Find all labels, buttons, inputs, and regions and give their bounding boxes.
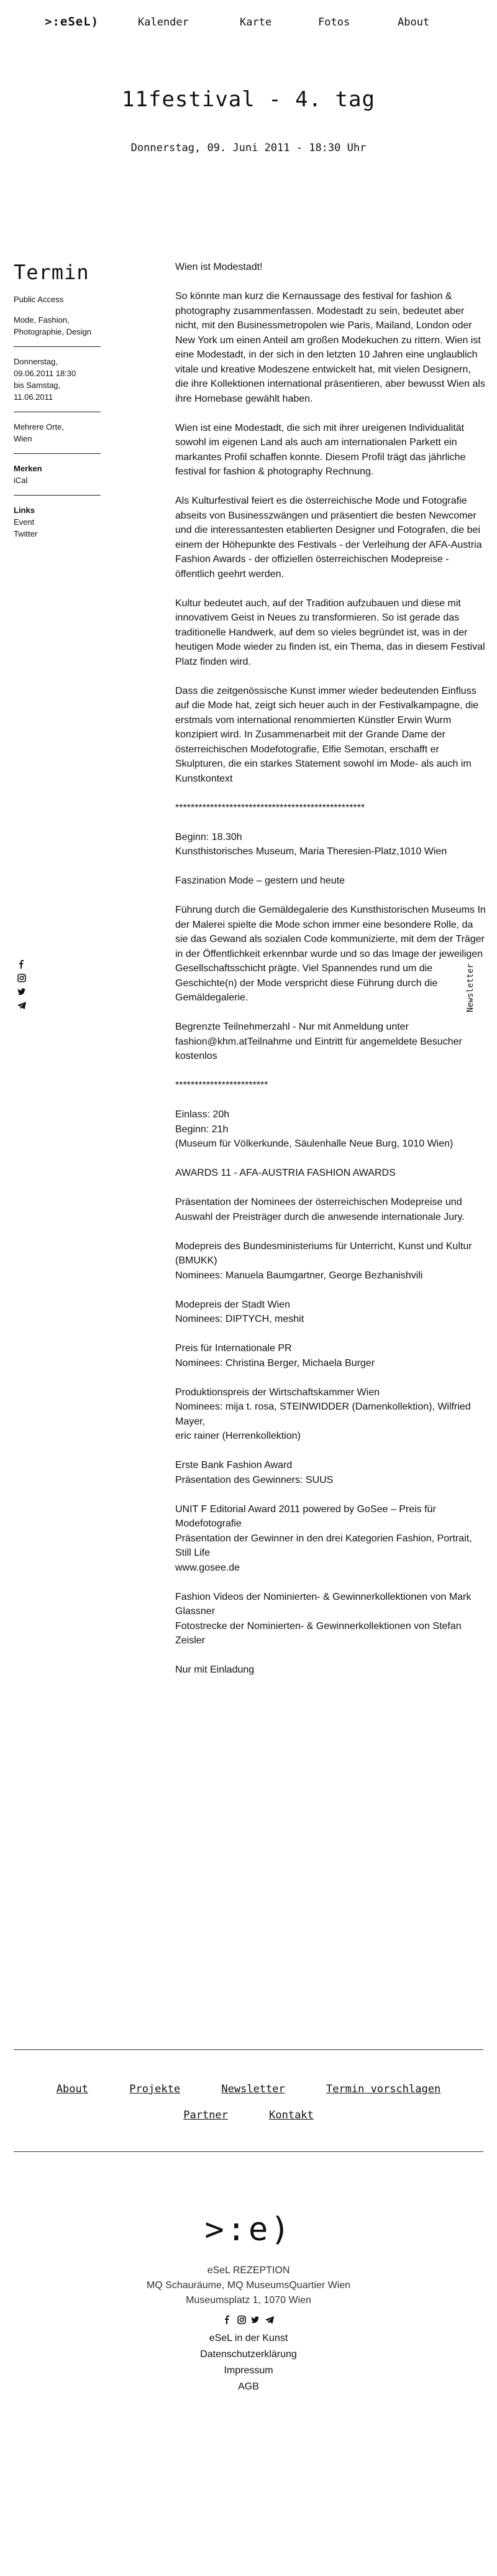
- telegram-icon[interactable]: [17, 1001, 26, 1010]
- article-paragraph: Begrenzte Teilnehmerzahl - Nur mit Anmeldung unter fashion@khm.atTeilnahme und Eintritt für angemeldete Besucher kostenlos: [175, 1022, 462, 1061]
- nav-item-kalender[interactable]: Kalender: [138, 16, 189, 29]
- article-paragraph: UNIT F Editorial Award 2011 powered by GoSee – Preis für Modefotografie Präsentation der Gewinner in den drei Kategorien Fashion, Portrait, Still Life www.gosee.de: [175, 1503, 472, 1573]
- address-line: MQ Schauräume, MQ MuseumsQuartier Wien: [146, 2280, 351, 2291]
- footer-link-esel-in-der-kunst[interactable]: eSeL in der Kunst: [209, 2333, 288, 2343]
- sidebar-divider: [14, 346, 101, 347]
- sidebar-divider: [14, 453, 101, 454]
- article-paragraph: Faszination Mode – gestern und heute: [175, 875, 345, 886]
- article-paragraph: Produktionspreis der Wirtschaftskammer Wien Nominees: mija t. rosa, STEINWIDDER (Damenkollektion), Wilfried Mayer, eric rainer (Herrenkollektion): [175, 1387, 471, 1441]
- footer-logo[interactable]: >:e): [204, 2211, 293, 2248]
- footer-link-about[interactable]: About: [56, 2083, 88, 2095]
- event-location: [14, 421, 107, 453]
- location-line: Mehrere Orte,: [14, 422, 64, 432]
- article-paragraph: Modepreis der Stadt Wien Nominees: DIPTYCH, meshit: [175, 1299, 304, 1324]
- twitter-icon[interactable]: [17, 987, 26, 996]
- instagram-icon[interactable]: [17, 974, 26, 982]
- footer-link-newsletter[interactable]: Newsletter: [221, 2083, 285, 2095]
- article-paragraph: Wien ist eine Modestadt, die sich mit ihrer ureigenen Individualität sowohl im eigenen Land als auch am internationalen Parkett ein markantes Profil schaffen konnte. Diesem Profil trägt das jährliche festival for fashion & photography Rechnung.: [175, 422, 466, 477]
- footer-divider: [14, 2049, 483, 2050]
- article-paragraph: Kultur bedeutet auch, auf der Tradition aufzubauen und diese mit innovativem Geist in Neues zu transformieren. So ist gerade das traditionelle Handwerk, auf dem so vieles begründet ist, was in der heutigen Mode wieder zu finden ist, ein Thema, das in diesem Festival Platz finden wird.: [175, 598, 485, 667]
- address-line: eSeL REZEPTION: [207, 2265, 290, 2276]
- article-paragraph: Modepreis des Bundesministeriums für Unterricht, Kunst und Kultur (BMUKK) Nominees: Manuela Baumgartner, George Bezhanishvili: [175, 1240, 472, 1281]
- event-link[interactable]: Event: [14, 517, 35, 527]
- sidebar-divider: [14, 495, 101, 496]
- footer-link-kontakt[interactable]: Kontakt: [269, 2109, 314, 2121]
- footer-address: [0, 2263, 497, 2308]
- category-list: Mode, Fashion, Photographie, Design: [14, 315, 92, 336]
- footer-link-agb[interactable]: AGB: [238, 2381, 259, 2392]
- newsletter-side-tab[interactable]: Newsletter: [466, 963, 475, 1012]
- footer-legal-links: [0, 2330, 497, 2395]
- footer-divider: [14, 2151, 483, 2152]
- date-line: bis Samstag,: [14, 381, 61, 390]
- article-paragraph: Führung durch die Gemäldegalerie des Kunsthistorischen Museums In der Malerei spielte die Mode schon immer eine besondere Rolle, da sie das Gewand als sozialen Code kommunizierte, mit dem der Träger in der Öffentlichkeit erkennbar wurde und so das Image der jeweiligen Gesellschaftsschicht prägte. Viel Spannendes rund um die Geschichte(n) der Mode verspricht diese Führung durch die Gemäldegalerie.: [175, 905, 486, 1003]
- location-line: Wien: [14, 434, 32, 443]
- article-paragraph: Präsentation der Nominees der österreichischen Modepreise und Auswahl der Preisträger durch die anwesende internationale Jury.: [175, 1197, 465, 1222]
- category-tags: [14, 314, 107, 346]
- article-paragraph: Einlass: 20h Beginn: 21h (Museum für Völkerkunde, Säulenhalle Neue Burg, 1010 Wien): [175, 1109, 454, 1149]
- top-navigation: [0, 0, 497, 46]
- access-label: Public Access: [14, 295, 64, 304]
- footer-link-termin-vorschlagen[interactable]: Termin vorschlagen: [326, 2083, 441, 2095]
- footer-link-impressum[interactable]: Impressum: [224, 2365, 273, 2376]
- date-line: 11.06.2011: [14, 392, 53, 402]
- article-paragraph: Fashion Videos der Nominierten- & Gewinnerkollektionen von Mark Glassner Fotostrecke der Nominierten- & Gewinnerkollektionen von Stefan Zeisler: [175, 1591, 472, 1646]
- nav-item-fotos[interactable]: Fotos: [318, 16, 350, 29]
- article-paragraph: Nur mit Einladung: [175, 1664, 255, 1675]
- nav-item-about[interactable]: About: [398, 16, 430, 29]
- article-paragraph: AWARDS 11 - AFA-AUSTRIA FASHION AWARDS: [175, 1168, 396, 1178]
- date-line: Donnerstag,: [14, 357, 58, 366]
- access-type: [14, 293, 107, 314]
- merken-title: Merken: [14, 464, 42, 473]
- site-logo[interactable]: >:eSeL): [45, 15, 99, 29]
- links-section: [14, 504, 107, 548]
- article-paragraph: Preis für Internationale PR Nominees: Christina Berger, Michaela Burger: [175, 1343, 375, 1369]
- telegram-icon[interactable]: [265, 2315, 274, 2324]
- article-paragraph: So könnte man kurz die Kernaussage des festival for fashion & photography zusammenfassen. Modestadt zu sein, bedeutet aber nicht, mit den Businessmetropolen wie Paris, Mailand, London oder New York um einen Anteil am großen Modekuchen zu rittern. Wien ist eine Modestadt, in der sich in den letzten 10 Jahren eine unglaublich vitale und kreative Modeszene entwickelt hat, mit vielen Designern, die ihre Kollektionen international präsentieren, aber bewusst Wien als ihre Homebase gewählt haben.: [175, 291, 485, 404]
- footer-link-partner[interactable]: Partner: [183, 2109, 228, 2121]
- footer-link-projekte[interactable]: Projekte: [129, 2083, 181, 2095]
- social-share-column: [17, 960, 26, 1015]
- merken-section: [14, 463, 107, 495]
- address-line: Museumsplatz 1, 1070 Wien: [186, 2295, 311, 2306]
- article-paragraph: Dass die zeitgenössische Kunst immer wieder bedeutenden Einfluss auf die Mode hat, zeigt sich heuer auch in der Festivalkampagne, die erstmals vom international renommierten Künstler Erwin Wurm konzipiert wird. In Zusammenarbeit mit der Grande Dame der österreichischen Modefotografie, Elfie Semotan, erschafft er Skulpturen, die ein starkes Statement sowohl im Mode- als auch im Kunstkontext: [175, 685, 479, 784]
- article-paragraph: Erste Bank Fashion Award Präsentation des Gewinners: SUUS: [175, 1460, 334, 1485]
- instagram-icon[interactable]: [237, 2315, 246, 2324]
- footer-navigation: [0, 2083, 497, 2095]
- article-paragraph: Beginn: 18.30h Kunsthistorisches Museum, Maria Theresien-Platz,1010 Wien: [175, 831, 447, 857]
- footer-social-icons: [0, 2314, 497, 2325]
- links-title: Links: [14, 506, 35, 515]
- article-separator: ************************: [175, 1080, 268, 1091]
- event-date: Donnerstag, 09. Juni 2011 - 18:30 Uhr: [130, 142, 367, 154]
- facebook-icon[interactable]: [17, 960, 26, 969]
- nav-item-karte[interactable]: Karte: [240, 16, 272, 29]
- sidebar-heading: Termin: [14, 261, 89, 284]
- date-line: 09.06.2011 18:30: [14, 369, 76, 378]
- facebook-icon[interactable]: [223, 2315, 232, 2324]
- article-paragraph: Wien ist Modestadt!: [175, 262, 263, 272]
- footer-navigation-row2: [0, 2109, 497, 2121]
- twitter-icon[interactable]: [251, 2315, 260, 2324]
- event-dates: [14, 356, 107, 412]
- footer-link-datenschutz[interactable]: Datenschutzerklärung: [200, 2349, 297, 2360]
- article-paragraph: Als Kulturfestival feiert es die österreichische Mode und Fotografie abseits von Businesszwängen und präsentiert die besten Newcomer und die interessantesten etablierten Designer und Fotografen, die bei einem der Höhepunkte des Festivals - der Verleihung der AFA-Austria Fashion Awards - der offiziellen österreichischen Modepreise - öffentlich geehrt werden.: [175, 496, 482, 579]
- event-sidebar: [14, 260, 107, 548]
- twitter-link[interactable]: Twitter: [14, 529, 38, 538]
- event-title: 11festival - 4. tag: [122, 87, 375, 112]
- ical-link[interactable]: iCal: [14, 476, 28, 485]
- article-separator: *************************************************: [175, 802, 365, 813]
- event-description: [175, 260, 486, 1692]
